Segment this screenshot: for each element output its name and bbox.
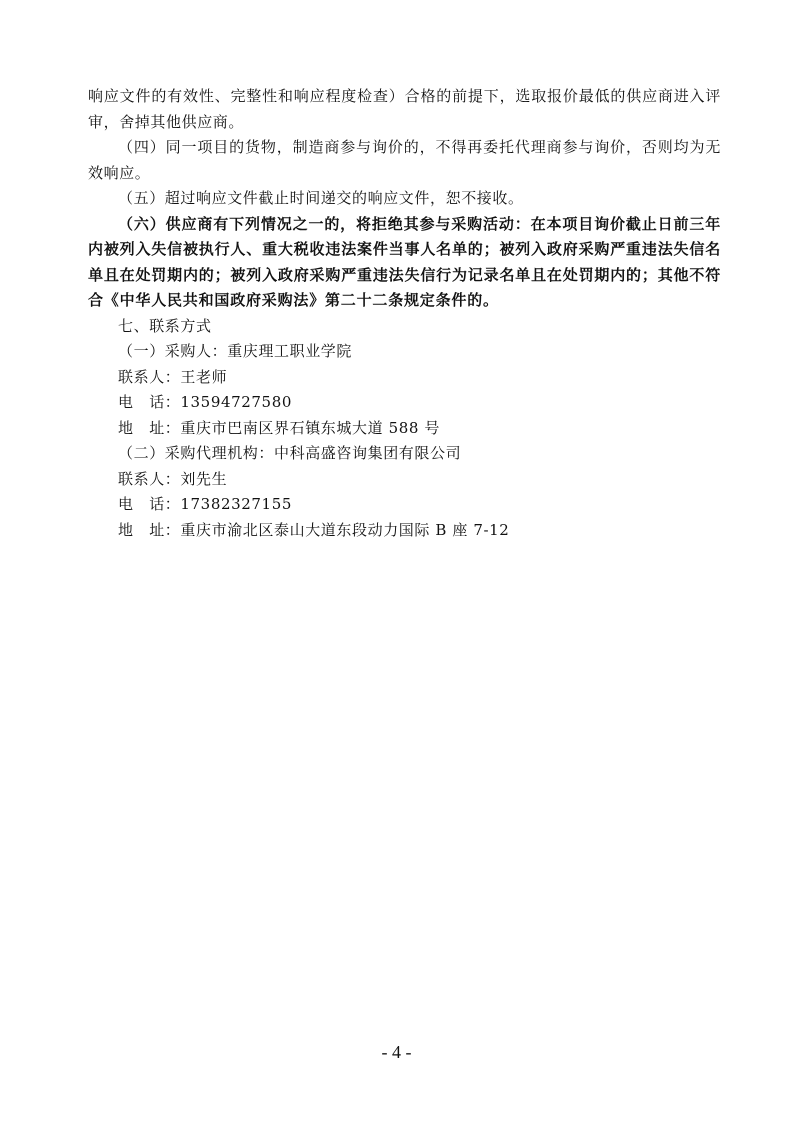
agency-contact: 联系人：刘先生 bbox=[118, 469, 228, 488]
purchaser-address: 地 址：重庆市巴南区界石镇东城大道 588 号 bbox=[118, 418, 440, 437]
paragraph-evaluation-rule: 响应文件的有效性、完整性和响应程度检查）合格的前提下，选取报价最低的供应商进入评审，舍掉其他供应商。 bbox=[88, 87, 721, 131]
contact-heading: 七、联系方式 bbox=[118, 316, 212, 335]
page-number: - 4 - bbox=[381, 1042, 412, 1062]
contact-section bbox=[88, 314, 721, 544]
paragraph-item-four: （四）同一项目的货物，制造商参与询价的，不得再委托代理商参与询价，否则均为无效响应。 bbox=[88, 138, 721, 182]
page-content bbox=[88, 84, 721, 543]
agency-phone: 电 话：17382327155 bbox=[118, 495, 292, 513]
agency-address: 地 址：重庆市渝北区泰山大道东段动力国际 B 座 7-12 bbox=[118, 520, 510, 539]
paragraph-item-five: （五）超过响应文件截止时间递交的响应文件，恕不接收。 bbox=[118, 189, 524, 207]
purchaser-phone: 电 话：13594727580 bbox=[118, 393, 292, 411]
paragraph-item-six: （六）供应商有下列情况之一的，将拒绝其参与采购活动：在本项目询价截止日前三年内被列入失信被执行人、重大税收违法案件当事人名单的；被列入政府采购严重违法失信名单且在处罚期内的；被列入政府采购严重违法失信行为记录名单且在处罚期内的；其他不符合《中华人民共和国政府采购法》第二十二条规定条件的。 bbox=[88, 214, 721, 309]
agency-heading: （二）采购代理机构：中科高盛咨询集团有限公司 bbox=[118, 444, 462, 462]
purchaser-heading: （一）采购人：重庆理工职业学院 bbox=[118, 342, 353, 360]
purchaser-contact: 联系人：王老师 bbox=[118, 367, 228, 386]
